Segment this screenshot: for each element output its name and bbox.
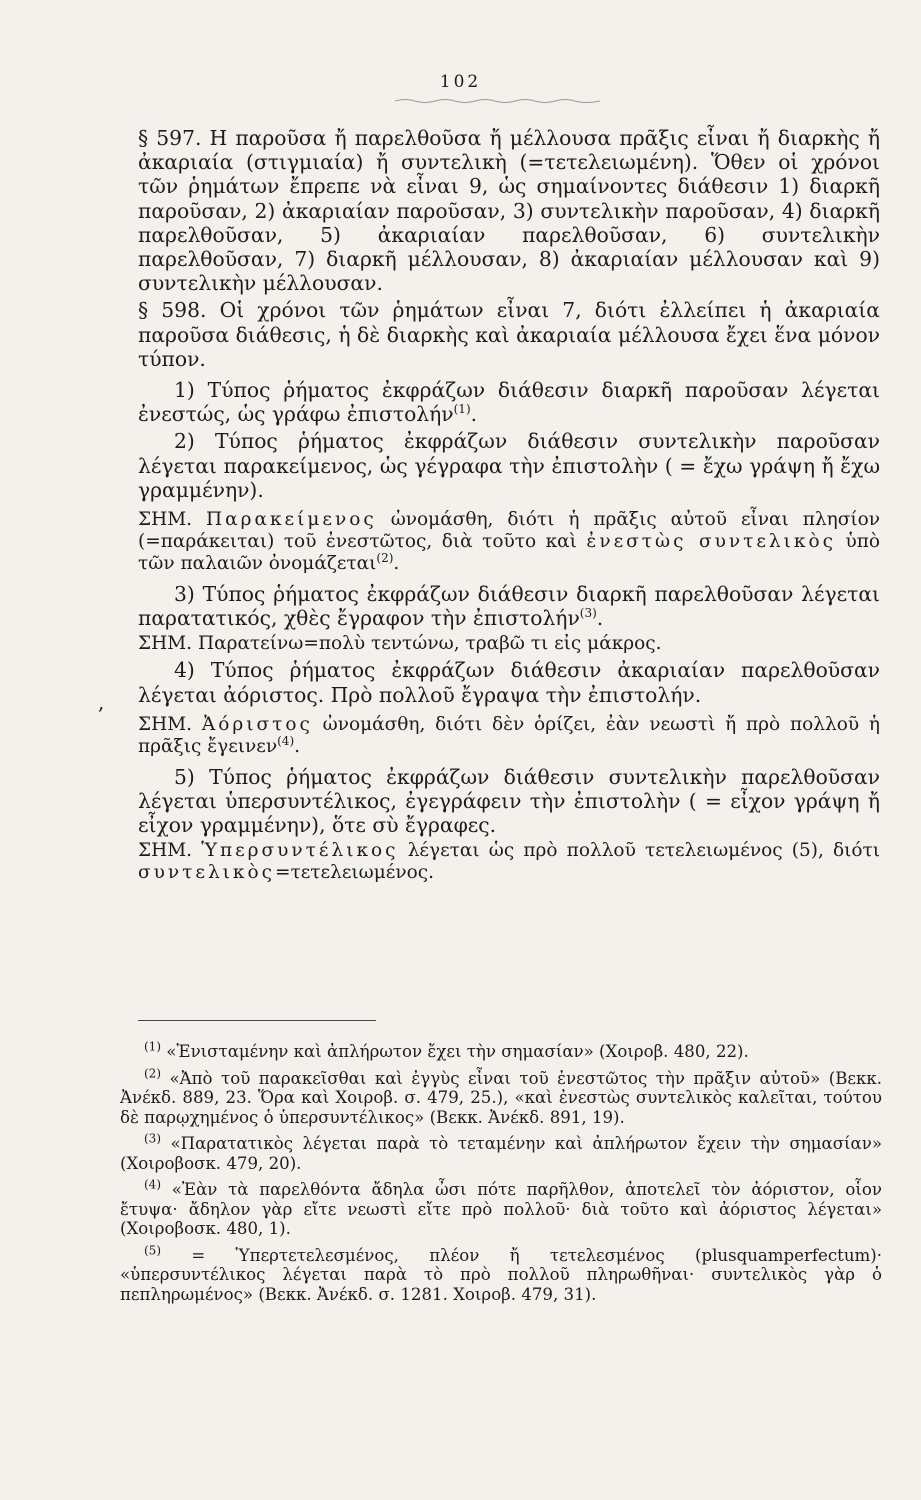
remark-label: ΣΗΜ. (138, 633, 193, 655)
footnote-text: «Ἀπὸ τοῦ παρακεῖσθαι καὶ ἐγγὺς εἶναι τοῦ ἐνεστῶτος τὴν πρᾶξιν αὐτοῦ» (Βεκκ. Ἀνέκδ. 889, 23. Ὅρα καὶ Χοιροβ. σ. 479, 25.), «καὶ ἐνεστὼς συντελικὸς καλεῖται, τούτου δὲ παρῳχημένος ὁ ὑπερσυντέλικος» (Βεκκ. Ἀνέκδ. 891, 19). (120, 1068, 882, 1127)
remark-text: λέγεται ὡς πρὸ πολλοῦ τετελειωμένος (5), διότι (407, 840, 880, 862)
remark-text-2: =τετελειωμένος. (274, 862, 435, 884)
footnote-5 (120, 1242, 883, 1305)
footnote-ref: (4) (277, 733, 295, 748)
remark-1 (138, 509, 880, 575)
type-text: Τύπος ῥήματος ἐκφράζων διάθεσιν ἀκαριαίαν παρελθοῦσαν λέγεται ἀόριστος. Πρὸ πολλοῦ ἔγραψα τὴν ἐπιστολήν. (138, 658, 880, 707)
footnote-text: «Παρατατικὸς λέγεται παρὰ τὸ τεταμένην καὶ ἀπλήρωτον ἔχειν τὴν σημασίαν» (Χοιροβοσκ. 479, 20). (120, 1134, 882, 1173)
footnote-4 (120, 1177, 882, 1239)
type-number: 5) (174, 764, 195, 789)
type-item-2 (138, 429, 880, 502)
section-text: Οἱ χρόνοι τῶν ῥημάτων εἶναι 7, διότι ἐλλείπει ἡ ἀκαριαία παροῦσα διάθεσις, ἡ δὲ διαρκὴς καὶ ἀκαριαία μέλλουσα ἔχει ἕνα μόνον τύπον. (138, 298, 881, 371)
remark-label: ΣΗΜ. (138, 713, 193, 735)
footnote-mark: (3) (144, 1131, 161, 1146)
type-end: . (470, 402, 478, 427)
type-number: 1) (174, 378, 195, 403)
footnote-text: = Ὑπερτετελεσμένος, πλέον ἤ τετελεσμένος (plusquamperfectum)· «ὑπερσυντέλικος λέγεται παρὰ τὸ πρὸ πολλοῦ πληρωθῆναι· συντελικὸς γὰρ ὁ πεπληρωμένος» (Βεκκ. Ἀνέκδ. σ. 1281. Χοιροβ. 479, 31). (120, 1245, 883, 1304)
type-text: Τύπος ῥήματος ἐκφράζων διάθεσιν συντελικὴν παροῦσαν λέγεται παρακείμενος, ὡς γέγραφα τὴν ἐπιστολὴν ( = ἔχω γράψη ἤ ἔχω γραμμένην). (138, 429, 880, 502)
type-item-4 (138, 658, 880, 706)
remark-text-2: ὑπὸ τῶν παλαιῶν ὀνομάζεται (138, 531, 880, 575)
type-text: Τύπος ῥήματος ἐκφράζων διάθεσιν διαρκῆ παρελθοῦσαν λέγεται παρατατικός, χθὲς ἔγραφον τὴν ἐπιστολήν (138, 582, 880, 631)
footnote-text: «Ἐνισταμένην καὶ ἀπλήρωτον ἔχει τὴν σημασίαν» (Χοιροβ. 480, 22). (166, 1042, 749, 1061)
footnotes (120, 1039, 883, 1311)
margin-mark: , (98, 690, 105, 714)
footnote-1 (120, 1039, 882, 1062)
section-text: Η παροῦσα ἤ παρελθοῦσα ἤ μέλλουσα πρᾶξις εἶναι ἤ διαρκὴς ἤ ἀκαριαία (στιγμιαία) ἤ συντελικὴ (=τετελειωμένη). Ὅθεν οἱ χρόνοι τῶν ῥημάτων ἔπρεπε νὰ εἶναι 9, ὡς σημαίνοντες διάθεσιν 1) διαρκῆ παροῦσαν, 2) ἀκαριαίαν παροῦσαν, 3) συντελικὴν παροῦσαν, 4) διαρκῆ παρελθοῦσαν, 5) ἀκαριαίαν παρελθοῦσαν, 6) συντελικὴν παρελθοῦσαν, 7) διαρκῆ μέλλουσαν, 8) ἀκαριαίαν μέλλουσαν καὶ 9) συντελικὴν μέλλουσαν. (138, 126, 880, 296)
remark-text: Παρατείνω=πολὺ τεντώνω, τραβῶ τι εἰς μάκρος. (197, 633, 662, 655)
footnote-ref: (3) (579, 606, 597, 621)
main-text (138, 126, 880, 884)
remark-term: Ἀόριστος (201, 713, 313, 735)
remark-label: ΣΗΜ. (138, 840, 193, 862)
remark-term: Ὑπερσυντέλικος (201, 840, 399, 862)
footnote-mark: (2) (144, 1065, 161, 1080)
remark-term: Παρακείμενος (206, 509, 377, 531)
footnote-3 (120, 1131, 882, 1173)
page-number: 102 (439, 72, 482, 92)
remark-end: . (393, 553, 400, 575)
remark-4 (138, 840, 880, 884)
remark-end: . (294, 735, 301, 757)
section-598 (138, 298, 880, 371)
remark-text: ὠνομάσθη, διότι ἡ πρᾶξις αὐτοῦ εἶναι πλησίον (=παράκειται) τοῦ ἐνεστῶτος, διὰ τοῦτο καὶ (138, 509, 880, 553)
section-597 (138, 126, 880, 295)
footnote-ref: (2) (376, 550, 394, 565)
section-label: § 597. (138, 126, 202, 150)
section-label: § 598. (138, 298, 207, 323)
remark-2 (138, 633, 880, 655)
footnote-2 (120, 1065, 882, 1128)
type-text: Τύπος ῥήματος ἐκφράζων διάθεσιν διαρκῆ παροῦσαν λέγεται ἐνεστώς, ὡς γράφω ἐπιστολήν (138, 378, 880, 427)
type-number: 3) (174, 582, 195, 607)
footnote-ref: (1) (453, 402, 471, 417)
header-ornament (395, 98, 600, 104)
type-item-5 (138, 765, 880, 838)
type-item-1 (138, 378, 880, 426)
remark-label: ΣΗΜ. (138, 509, 193, 531)
type-text: Τύπος ῥήματος ἐκφράζων διάθεσιν συντελικὴν παρελθοῦσαν λέγεται ὑπερσυντέλικος, ἐγεγράφειν τὴν ἐπιστολὴν ( = εἶχον γράψη ἤ εἶχον γραμμένην), ὅτε σὺ ἔγραφες. (138, 764, 880, 838)
footnote-text: «Ἐὰν τὰ παρελθόντα ἄδηλα ὦσι πότε παρῆλθον, ἀποτελεῖ τὸν ἀόριστον, οἷον ἔτυψα· ἄδηλον γὰρ εἴτε νεωστὶ εἴτε πρὸ πολλοῦ· διὰ τοῦτο καὶ ἀόριστος λέγεται» (Χοιροβοσκ. 480, 1). (120, 1180, 882, 1238)
type-number: 4) (174, 658, 195, 683)
remark-text: ὠνομάσθη, διότι δὲν ὁρίζει, ἐὰν νεωστὶ ἤ πρὸ πολλοῦ ἡ πρᾶξις ἔγεινεν (138, 713, 880, 757)
footnote-mark: (4) (144, 1177, 161, 1192)
footnote-mark: (5) (144, 1242, 161, 1257)
footnote-mark: (1) (144, 1039, 161, 1054)
remark-term-2: ἐνεστὼς συντελικὸς (586, 531, 836, 553)
type-end: . (596, 606, 604, 631)
remark-3 (138, 714, 880, 758)
remark-term-2: συντελικὸς (138, 862, 275, 884)
type-number: 2) (174, 429, 195, 454)
type-item-3 (138, 582, 880, 630)
footnote-rule (138, 1020, 376, 1021)
